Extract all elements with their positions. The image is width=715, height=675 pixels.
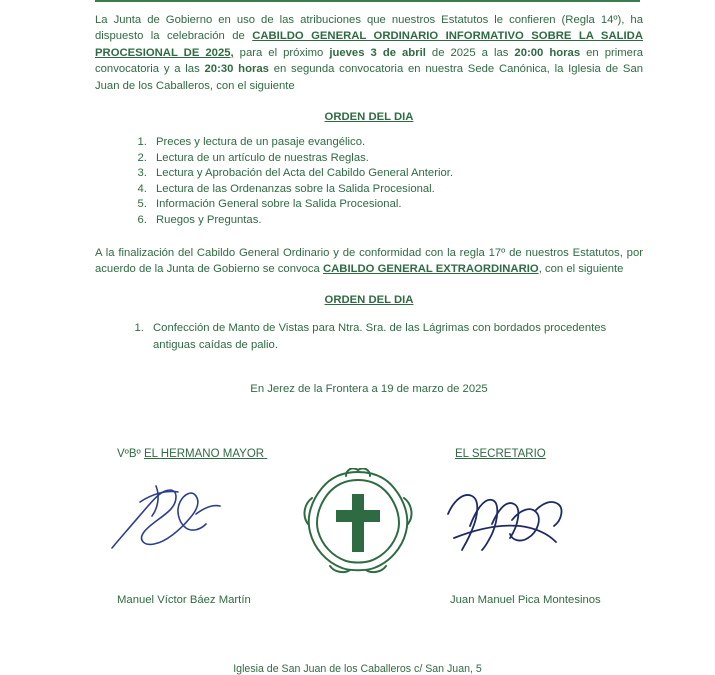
brotherhood-emblem-icon <box>300 468 416 576</box>
secretario-label: EL SECRETARIO <box>455 448 546 460</box>
text-segment-2: para el próximo <box>233 46 330 59</box>
paragraph-convocatoria-ordinario <box>95 12 643 94</box>
text-segment-5: 20:00 horas <box>514 46 581 59</box>
text-segment-3: jueves 3 de abril <box>329 46 426 59</box>
list-item: 4. Lectura de las Ordenanzas sobre la Salida Procesional. <box>150 182 643 198</box>
text-segment-1: CABILDO GENERAL EXTRAORDINARIO <box>322 263 539 275</box>
text-segment-0: La Junta de Gobierno en uso de las atribuciones que nuestros Estatutos le confieren (Regla 14º), ha dispuesto la celebración de <box>95 14 643 43</box>
signature-hermano-mayor <box>100 480 230 560</box>
signature-titles <box>95 448 643 468</box>
text-segment-7: 20:30 horas <box>204 63 269 76</box>
signature-title-left <box>117 448 267 460</box>
list-item: 3. Lectura y Aprobación del Acta del Cabildo General Anterior. <box>150 166 643 182</box>
top-rule <box>95 0 640 2</box>
paragraph-convocatoria-extraordinario <box>95 245 643 278</box>
heading-orden-del-dia-1: ORDEN DEL DIA <box>324 111 414 124</box>
place-and-date: En Jerez de la Frontera a 19 de marzo de 2025 <box>250 382 488 395</box>
heading-orden-del-dia-2: ORDEN DEL DIA <box>324 294 414 307</box>
footer-address: Iglesia de San Juan de los Caballeros c/ San Juan, 5 <box>233 663 482 675</box>
text-segment-0: A la finalización del Cabildo General Ordinario y de conformidad con la regla 17º de nuestros Estatutos, por acuerdo de la Junta de Gobierno se convoca <box>95 246 643 275</box>
signature-secretario <box>440 480 570 560</box>
list-item: 5. Información General sobre la Salida Procesional. <box>150 197 643 213</box>
list-item: 2. Lectura de un artículo de nuestras Reglas. <box>150 151 643 167</box>
document-body <box>95 12 643 395</box>
agenda-list-ordinario <box>95 135 643 229</box>
text-segment-6: en primera convocatoria y a las <box>95 46 644 76</box>
list-item: 1. Confección de Manto de Vistas para Ntra. Sra. de las Lágrimas con bordados procedentes antiguas caídas de palio. <box>147 320 643 352</box>
text-segment-2: , con el siguiente <box>538 263 624 275</box>
name-hermano-mayor: Manuel Víctor Báez Martín <box>117 594 251 606</box>
agenda-list-extraordinario <box>95 320 643 352</box>
name-secretario: Juan Manuel Pica Montesinos <box>450 594 601 606</box>
text-segment-8: en segunda convocatoria en nuestra Sede Canónica, la Iglesia de San Juan de los Caballeros, con el siguiente <box>95 63 644 92</box>
list-item: 1. Preces y lectura de un pasaje evangélico. <box>150 135 643 151</box>
vobo-prefix: VºBº <box>117 448 144 460</box>
text-segment-4: de 2025 a las <box>425 46 515 59</box>
underline-tail <box>264 448 267 460</box>
signature-title-right <box>455 448 546 460</box>
text-segment-1: CABILDO GENERAL ORDINARIO INFORMATIVO SOBRE LA SALIDA PROCESIONAL DE 2025, <box>95 30 643 59</box>
list-item: 6. Ruegos y Preguntas. <box>150 213 643 229</box>
hermano-mayor-label: EL HERMANO MAYOR <box>143 448 265 460</box>
